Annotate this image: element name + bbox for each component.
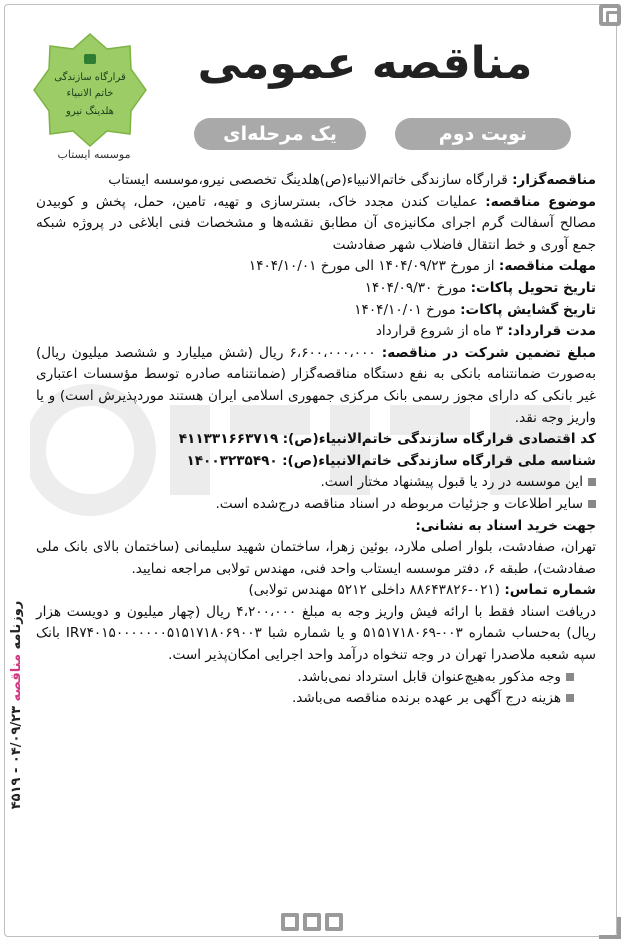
phone-row [36, 580, 596, 602]
guarantee-row [36, 343, 596, 429]
svg-text:قرارگاه سازندگی: قرارگاه سازندگی [54, 72, 126, 83]
deadline-label: مهلت مناقصه: [498, 258, 596, 275]
payment-value: دریافت اسناد فقط با ارائه فیش واریز وجه به مبلغ ۴،۲۰۰،۰۰۰ ریال (چهار میلیون و دویست هزار ریال) به‌حساب شماره ۰۰۳-۵۱۵۱۷۱۸۰۶۹ و یا شماره شبا IR۷۴۰۱۵۰۰۰۰۰۰۰۵۱۵۱۷۱۸۰۶۹۰۰۳ بانک سپه شعبه ملاصدرا تهران در وجه تنخواه درآمد واحد اجرایی امکان‌پذیر است. [36, 603, 596, 664]
delivery-label: تاریخ تحویل پاکات: [470, 279, 596, 296]
svg-text:خاتم الانبیاء: خاتم الانبیاء [66, 88, 114, 99]
guarantee-value: ۶،۶۰۰،۰۰۰،۰۰۰ ریال (شش میلیارد و ششصد میلیون ریال) به‌صورت ضمانتنامه بانکی به نفع دستگاه مناقصه‌گزار (ضمانتنامه صادره توسط مؤسسات اعتباری غیر بانکی که دارای مجوز رسمی بانک مرکزی جمهوری اسلامی ایران هستند مورد‌پذیرش است) و یا واریز وجه نقد. [36, 344, 596, 426]
deadline-row [36, 256, 596, 278]
delivery-value: مورخ ۱۴۰۴/۰۹/۳۰ [364, 279, 467, 296]
national-id-label: شناسه ملی قرارگاه سازندگی خاتم‌الانبیاء(ص): [282, 452, 596, 469]
opening-label: تاریخ گشایش پاکات: [460, 301, 596, 318]
round-badge: نوبت دوم [395, 118, 571, 150]
bullet-square-icon [566, 673, 574, 681]
eco-code-value: ۴۱۱۳۳۱۶۶۳۷۱۹ [178, 431, 279, 448]
emblem-icon [84, 54, 96, 64]
ad-title: مناقصه عمومی [197, 38, 533, 89]
national-id-value: ۱۴۰۰۳۲۳۵۴۹۰ [186, 452, 278, 469]
phone-value: (۰۲۱-۸۸۶۴۳۸۲۶ داخلی ۵۲۱۲ مهندس تولابی) [248, 582, 500, 599]
bullet-square-icon [588, 478, 596, 486]
opening-row [36, 300, 596, 322]
payment-row [36, 602, 596, 667]
organizer-label: مناقصه‌گزار: [512, 172, 596, 188]
bullet-square-icon [588, 500, 596, 508]
note-4: هزینه درج آگهی بر عهده برنده مناقصه می‌باشد. [291, 690, 561, 707]
note-row-4 [36, 688, 596, 710]
note-row-2 [36, 494, 596, 516]
address-label-row [36, 516, 596, 538]
newspaper-label: روزنامه [9, 600, 24, 650]
organizer-row [36, 170, 596, 192]
duration-row [36, 321, 596, 343]
note-row-3 [36, 667, 596, 689]
subject-label: موضوع مناقصه: [485, 193, 596, 210]
note-2: سایر اطلاعات و جزئیات مربوطه در اسناد مناقصه درج‌شده است. [215, 495, 583, 512]
subject-value: عملیات کندن مجدد خاک، بسترسازی و تهیه، تامین، حمل، پخش و کوبیدن مصالح آسفالت گرم اجرای مکانیزه‌ی آن مطابق نقشه‌ها و مشخصات فنی ابلاغی در پروژه شبکه جمع آوری و خط انتقال فاضلاب شهر صفادشت [36, 193, 596, 253]
logo-caption: موسسه ایستاب [57, 148, 131, 161]
deadline-value: از مورخ ۱۴۰۴/۰۹/۲۳ الی مورخ ۱۴۰۴/۱۰/۰۱ [248, 258, 495, 275]
address-row [36, 537, 596, 580]
eco-code-label: کد اقتصادی قرارگاه سازندگی خاتم‌الانبیاء(ص): [282, 431, 596, 448]
phone-label: شماره تماس: [504, 582, 596, 599]
duration-label: مدت قرارداد: [507, 323, 596, 340]
issue-info: ۰۴/۰۹/۲۳ - ۴۵۱۹ [9, 705, 24, 810]
tender-body [36, 170, 596, 710]
bullet-square-icon [566, 694, 574, 702]
national-id-row [36, 451, 596, 473]
bottom-ornament [0, 913, 623, 935]
delivery-row [36, 278, 596, 300]
duration-value: ۳ ماه از شروع قرارداد [375, 323, 504, 340]
svg-text:هلدینگ نیرو: هلدینگ نیرو [66, 106, 114, 117]
note-row-1 [36, 472, 596, 494]
note-1: این موسسه در رد یا قبول پیشنهاد مختار است. [320, 474, 583, 491]
address-value: تهران، صفادشت، بلوار اصلی ملارد، بوئین زهرا، ساختمان شهید سلیمانی (ساختمان بالای بانک ملی صفادشت)، طبقه ۶، دفتر موسسه ایستاب واحد فنی، مهندس تولابی مراجعه نمایید. [36, 539, 596, 577]
newspaper-side-strip [4, 560, 30, 850]
guarantee-label: مبلغ تضمین شرکت در مناقصه: [381, 344, 596, 361]
newspaper-name: مناقصه [9, 654, 24, 702]
subject-row [36, 192, 596, 257]
eco-code-row [36, 429, 596, 451]
corner-ornament-top-right [599, 4, 621, 26]
note-3: وجه مذکور به‌هیچ‌عنوان قابل استرداد نمی‌باشد. [297, 668, 561, 685]
opening-value: مورخ ۱۴۰۴/۱۰/۰۱ [354, 301, 456, 318]
address-label: جهت خرید اسناد به نشانی: [415, 517, 596, 534]
stage-badge: یک مرحله‌ای [194, 118, 366, 150]
organizer-value: قرارگاه سازندگی خاتم‌الانبیاء(ص)هلدینگ تخصصی نیرو،موسسه ایستاب [108, 172, 508, 188]
organization-logo [32, 32, 148, 148]
